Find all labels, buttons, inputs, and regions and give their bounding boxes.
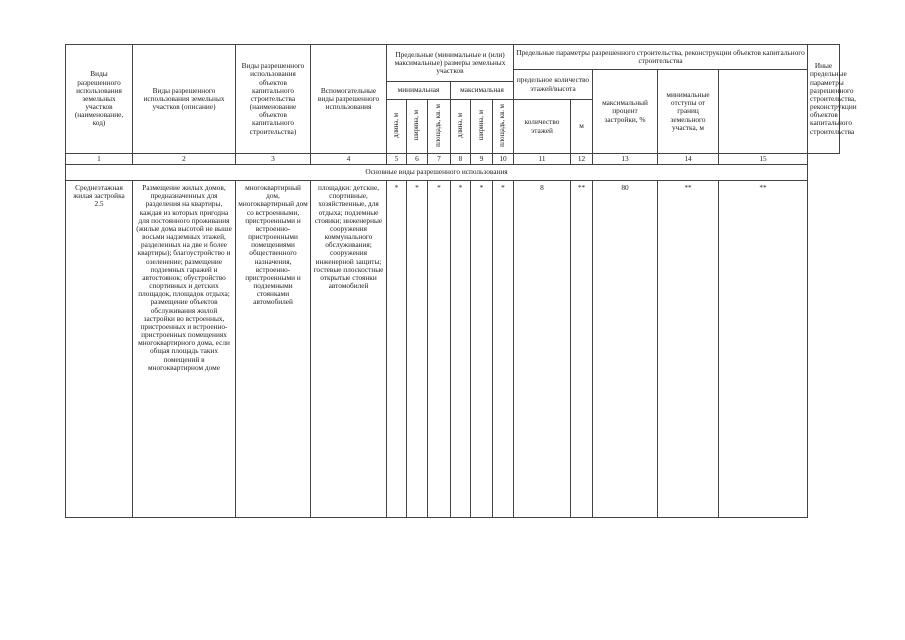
header-floor-count: количество этажей [514,100,571,154]
use-name-cell: Среднеэтажная жилая застройка 2.5 [66,181,133,518]
header-min-area: площадь, кв. м [428,100,451,154]
column-number: 3 [236,154,311,165]
header-other-parameters: Иные предельные параметры разрешенного строительства, реконструкции объектов капитального строительства [808,45,840,154]
header-min-width: ширина, м [407,100,428,154]
header-use-name: Виды разрешенного использования земельных участков (наименование, код) [66,45,133,154]
column-numbers-row [66,154,840,165]
floor-count-cell: 8 [514,181,571,518]
capital-objects-cell: многоквартирный дом, многоквартирный дом со встроенными, пристроенными и встроенно-пристроенными помещениями общественного назначения, встроенно-пристроенными и подземными стоянками автомобилей [236,181,311,518]
header-max-height: предельное количество этажей/высота [514,70,593,100]
height-m-cell: ** [571,181,593,518]
max-length-cell: * [451,181,471,518]
auxiliary-uses-cell: площадки: детские, спортивные, хозяйственные, для отдыха; подземные стоянки; инженерные сооружения коммунального обслуживания; сооружения инженерной защиты; гостевые плоскостные открытые стоянки автомобилей [311,181,387,518]
header-capital-parameters: Предельные параметры разрешенного строительства, реконструкции объектов капитального строительства [514,45,808,70]
header-max-length: длина, м [451,100,471,154]
table-row [66,181,840,518]
max-width-cell: * [471,181,493,518]
max-area-cell: * [493,181,514,518]
max-coverage-cell: 80 [593,181,658,518]
header-min-length: длина, м [387,100,407,154]
zoning-regulations-table [65,44,857,518]
column-number: 4 [311,154,387,165]
column-number: 14 [658,154,719,165]
min-area-cell: * [428,181,451,518]
header-min-setback: минимальные отступы от границ земельного участка, м [658,70,719,154]
min-width-cell: * [407,181,428,518]
header-plot-size-limits: Предельные (минимальные и (или) максимальные) размеры земельных участков [387,45,514,82]
header-capital-objects: Виды разрешенного использования объектов капитального строительства (наименование объектов капитального строительства) [236,45,311,154]
column-number: 2 [133,154,236,165]
header-auxiliary-uses: Вспомогательные виды разрешенного использования [311,45,387,154]
header-max-width: ширина, м [471,100,493,154]
min-length-cell: * [387,181,407,518]
column-number: 9 [471,154,493,165]
column-number: 13 [593,154,658,165]
column-number: 6 [407,154,428,165]
column-number: 5 [387,154,407,165]
header-maximum: максимальная [451,82,514,100]
column-number: 10 [493,154,514,165]
header-max-coverage: максимальный процент застройки, % [593,70,658,154]
use-description-cell: Размещение жилых домов, предназначенных для разделения на квартиры, каждая из которых пригодна для постоянного проживания (жилые дома высотой не выше восьми надземных этажей, разделенных на две и более квартиры); благоустройство и озеленение; размещение подземных гаражей и автостоянок; обустройство спортивных и детских площадок, площадок отдыха; размещение объектов обслуживания жилой застройки во встроенных, пристроенных и встроенно-пристроенных помещениях многоквартирного дома, если общая площадь таких помещений в многоквартирном доме [133,181,236,518]
header-max-area: площадь, кв. м [493,100,514,154]
column-number: 7 [428,154,451,165]
section-title: Основные виды разрешенного использования [66,165,808,181]
other-parameters-cell: ** [719,181,808,518]
column-number: 15 [719,154,808,165]
min-setback-cell: ** [658,181,719,518]
header-height-m: м [571,100,593,154]
column-number: 8 [451,154,471,165]
column-number: 11 [514,154,571,165]
header-minimum: минимальная [387,82,451,100]
column-number: 1 [66,154,133,165]
column-number: 12 [571,154,593,165]
header-use-description: Виды разрешенного использования земельных участков (описание) [133,45,236,154]
